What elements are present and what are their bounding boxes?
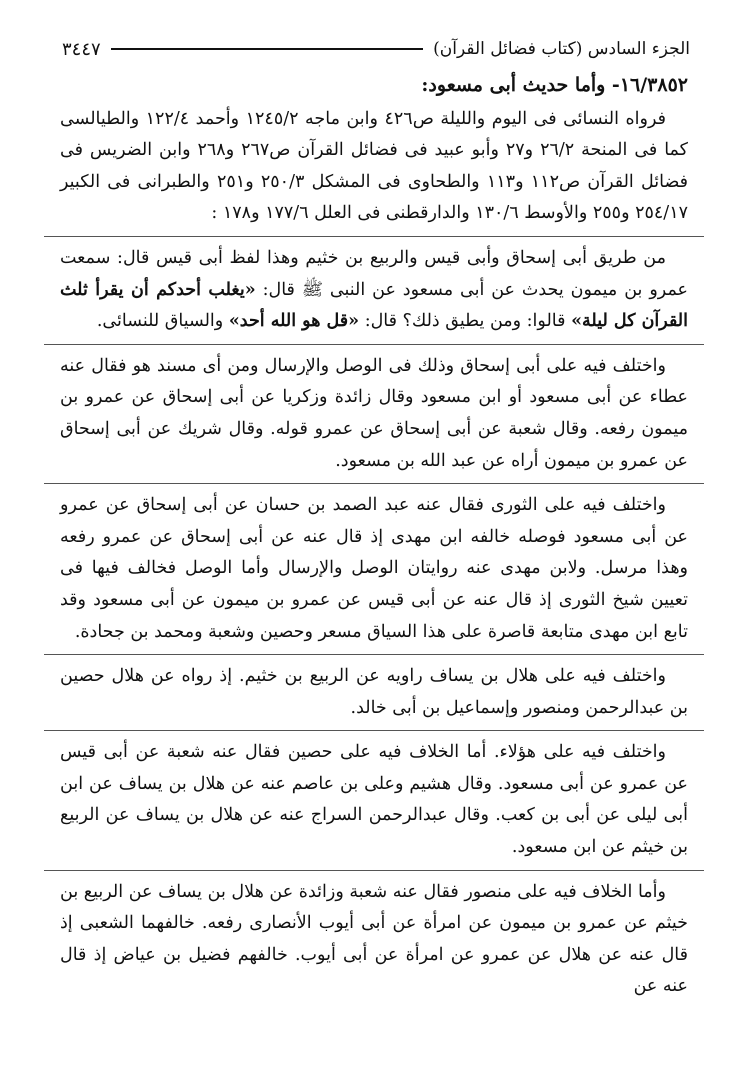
header-rule — [111, 48, 423, 50]
paragraph-abu-ishaq: واختلف فيه على أبى إسحاق وذلك فى الوصل والإرسال ومن أى مسند هو فقال عنه عطاء عن أبى مسعود أو ابن مسعود وقال زائدة وزكريا عن أبى إسحاق عن عمرو بن ميمون رفعه. وقال شعبة عن أبى إسحاق عن عمرو قوله. وقال شريك عن أبى إسحاق عن عمرو بن ميمون أراه عن عبد الله بن مسعود. — [60, 355, 688, 471]
sources-paragraph: فرواه النسائى فى اليوم والليلة ص٤٢٦ وابن ماجه ١٢٤٥/٢ وأحمد ١٢٢/٤ والطيالسى كما فى المنحة ٢٦/٢ و٢٧ وأبو عبيد فى فضائل القرآن ص٢٦٧ و٢٦٨ وابن الضريس فى فضائل القرآن ص١١٢ و١١٣ والطحاوى فى المشكل ٢٥٠/٣ و٢٥١ والطبرانى فى الكبير ٢٥٤/١٧ و٢٥٥ والأوسط ١٣٠/٦ والدارقطنى فى العلل ١٧٧/٦ و١٧٨ : — [60, 108, 688, 224]
paragraph-divider — [44, 870, 704, 871]
paragraph-divider — [44, 730, 704, 731]
paragraph-divider — [44, 483, 704, 484]
paragraph-hilal: واختلف فيه على هلال بن يساف راويه عن الربيع بن خثيم. إذ رواه عن هلال حصين بن عبدالرحمن ومنصور وإسماعيل بن أبى خالد. — [60, 666, 688, 718]
paragraph-thawri: واختلف فيه على الثورى فقال عنه عبد الصمد بن حسان عن أبى إسحاق عن عمرو عن أبى مسعود فوصله خالفه ابن مهدى إذ قال عنه عن أبى إسحاق عن عمرو رفعه وهذا مرسل. ولابن مهدى عنه روايتان الوصل والإرسال وأما الوصل فخالف فيها فى تعيين شيخ الثورى إذ قال عنه عن أبى قيس عن عمرو بن ميمون عن أبى مسعود وقد تابع ابن مهدى متابعة قاصرة على هذا السياق مسعر وحصين وشعبة ومحمد بن جحادة. — [60, 495, 688, 642]
hadith-quote-1: «يغلب أحدكم أن يقرأ ثلث القرآن كل ليلة» — [60, 279, 688, 332]
page-number: ٣٤٤٧ — [62, 38, 101, 60]
paragraph-divider — [44, 654, 704, 655]
section-divider — [44, 236, 704, 237]
hadith-middle: قالوا: ومن يطيق ذلك؟ قال: — [364, 311, 566, 332]
running-title: الجزء السادس (كتاب فضائل القرآن) — [433, 39, 690, 59]
hadith-end: والسياق للنسائى. — [96, 311, 224, 332]
page-header — [62, 36, 690, 62]
hadith-intro: من طريق أبى إسحاق وأبى قيس والربيع بن خثيم وهذا لفظ أبى قيس قال: سمعت عمرو بن ميمون يحدث عن أبى مسعود عن النبى ﷺ قال: — [60, 247, 688, 300]
paragraph-divider — [44, 344, 704, 345]
hadith-paragraph — [60, 243, 688, 338]
paragraph-husayn: واختلف فيه على هؤلاء. أما الخلاف فيه على حصين فقال عنه شعبة عن أبى قيس عن عمرو عن أبى مسعود. وقال هشيم وعلى بن عاصم عنه عن هلال بن يساف عن ابن أبى ليلى عن أبى بن كعب. وقال عبدالرحمن السراج عنه عن هلال بن يساف عن الربيع بن خيثم عن ابن مسعود. — [60, 742, 688, 858]
page-body — [60, 70, 688, 1003]
section-title: ١٦/٣٨٥٢- وأما حديث أبى مسعود: — [421, 74, 688, 96]
paragraph-mansur: وأما الخلاف فيه على منصور فقال عنه شعبة وزائدة عن هلال بن يساف عن الربيع بن خيثم عن عمرو بن ميمون عن امرأة عن أبى أيوب الأنصارى رفعه. خالفهما الشعبى إذ قال عنه عن هلال عن عمرو عن امرأة عن أبى أيوب. خالفهم فضيل بن عياض إذ قال عنه عن — [60, 881, 688, 997]
hadith-quote-2: «قل هو الله أحد» — [228, 311, 360, 332]
